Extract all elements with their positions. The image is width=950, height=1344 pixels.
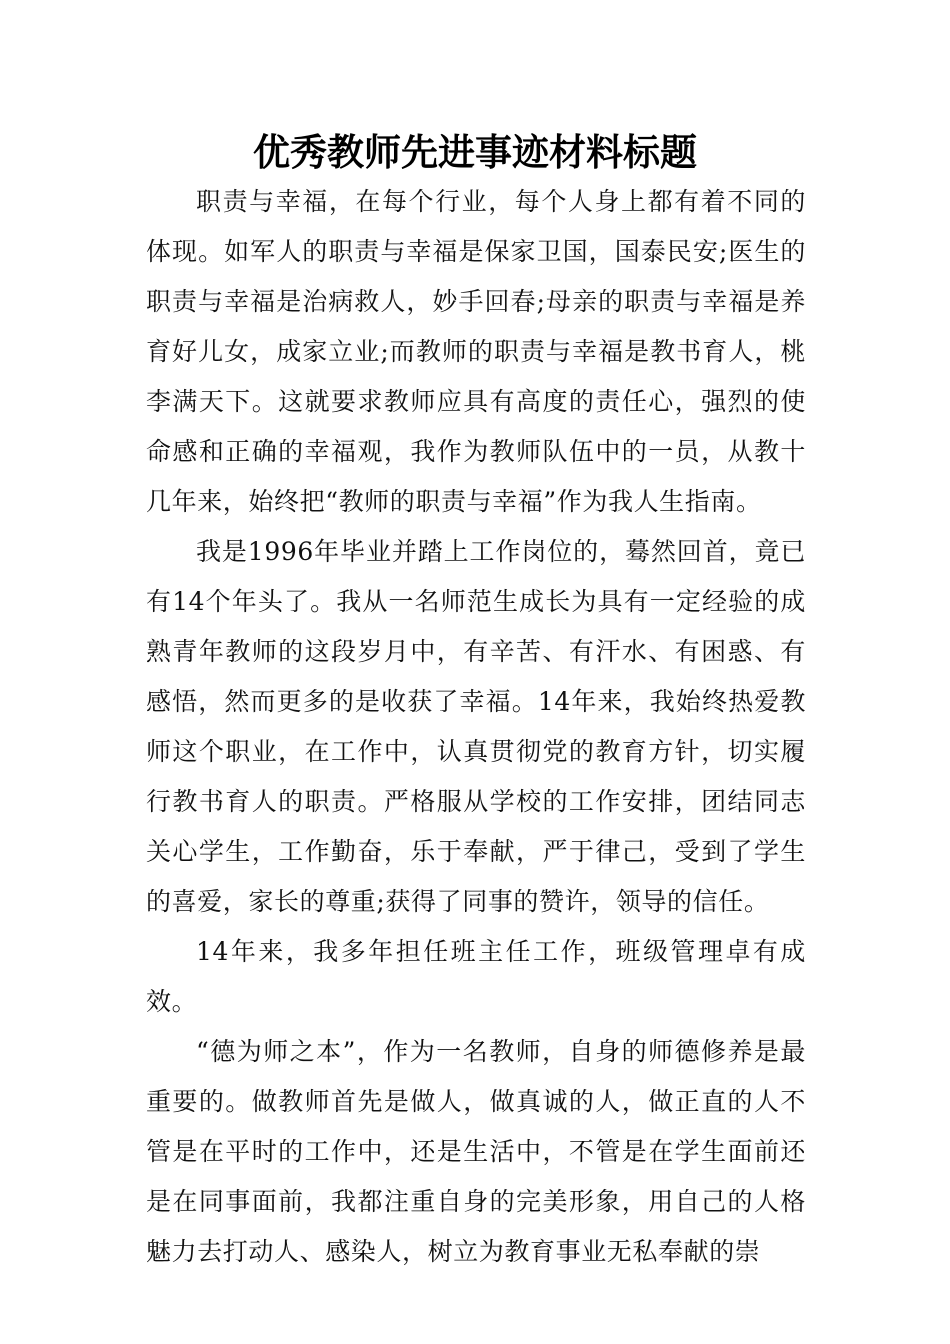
document-title: 优秀教师先进事迹材料标题 xyxy=(253,130,697,174)
document-body xyxy=(146,177,806,1277)
paragraph-4: “德为师之本”，作为一名教师，自身的师德修养是最重要的。做教师首先是做人，做真诚的人，做正直的人不管是在平时的工作中，还是生活中，不管是在学生面前还是在同事面前，我都注重自身的完美形象，用自己的人格魅力去打动人、感染人，树立为教育事业无私奉献的崇 xyxy=(146,1037,806,1266)
paragraph-1: 职责与幸福，在每个行业，每个人身上都有着不同的体现。如军人的职责与幸福是保家卫国，国泰民安;医生的职责与幸福是治病救人，妙手回春;母亲的职责与幸福是养育好儿女，成家立业;而教师的职责与幸福是教书育人，桃李满天下。这就要求教师应具有高度的责任心，强烈的使命感和正确的幸福观，我作为教师队伍中的一员，从教十几年来，始终把“教师的职责与幸福”作为我人生指南。 xyxy=(146,187,806,516)
paragraph-2: 我是1996年毕业并踏上工作岗位的，蓦然回首，竟已有14个年头了。我从一名师范生成长为具有一定经验的成熟青年教师的这段岁月中，有辛苦、有汗水、有困惑、有感悟，然而更多的是收获了幸福。14年来，我始终热爱教师这个职业，在工作中，认真贯彻党的教育方针，切实履行教书育人的职责。严格服从学校的工作安排，团结同志关心学生，工作勤奋，乐于奉献，严于律己，受到了学生的喜爱，家长的尊重;获得了同事的赞许，领导的信任。 xyxy=(146,537,806,916)
paragraph-3: 14年来，我多年担任班主任工作，班级管理卓有成效。 xyxy=(146,937,806,1016)
